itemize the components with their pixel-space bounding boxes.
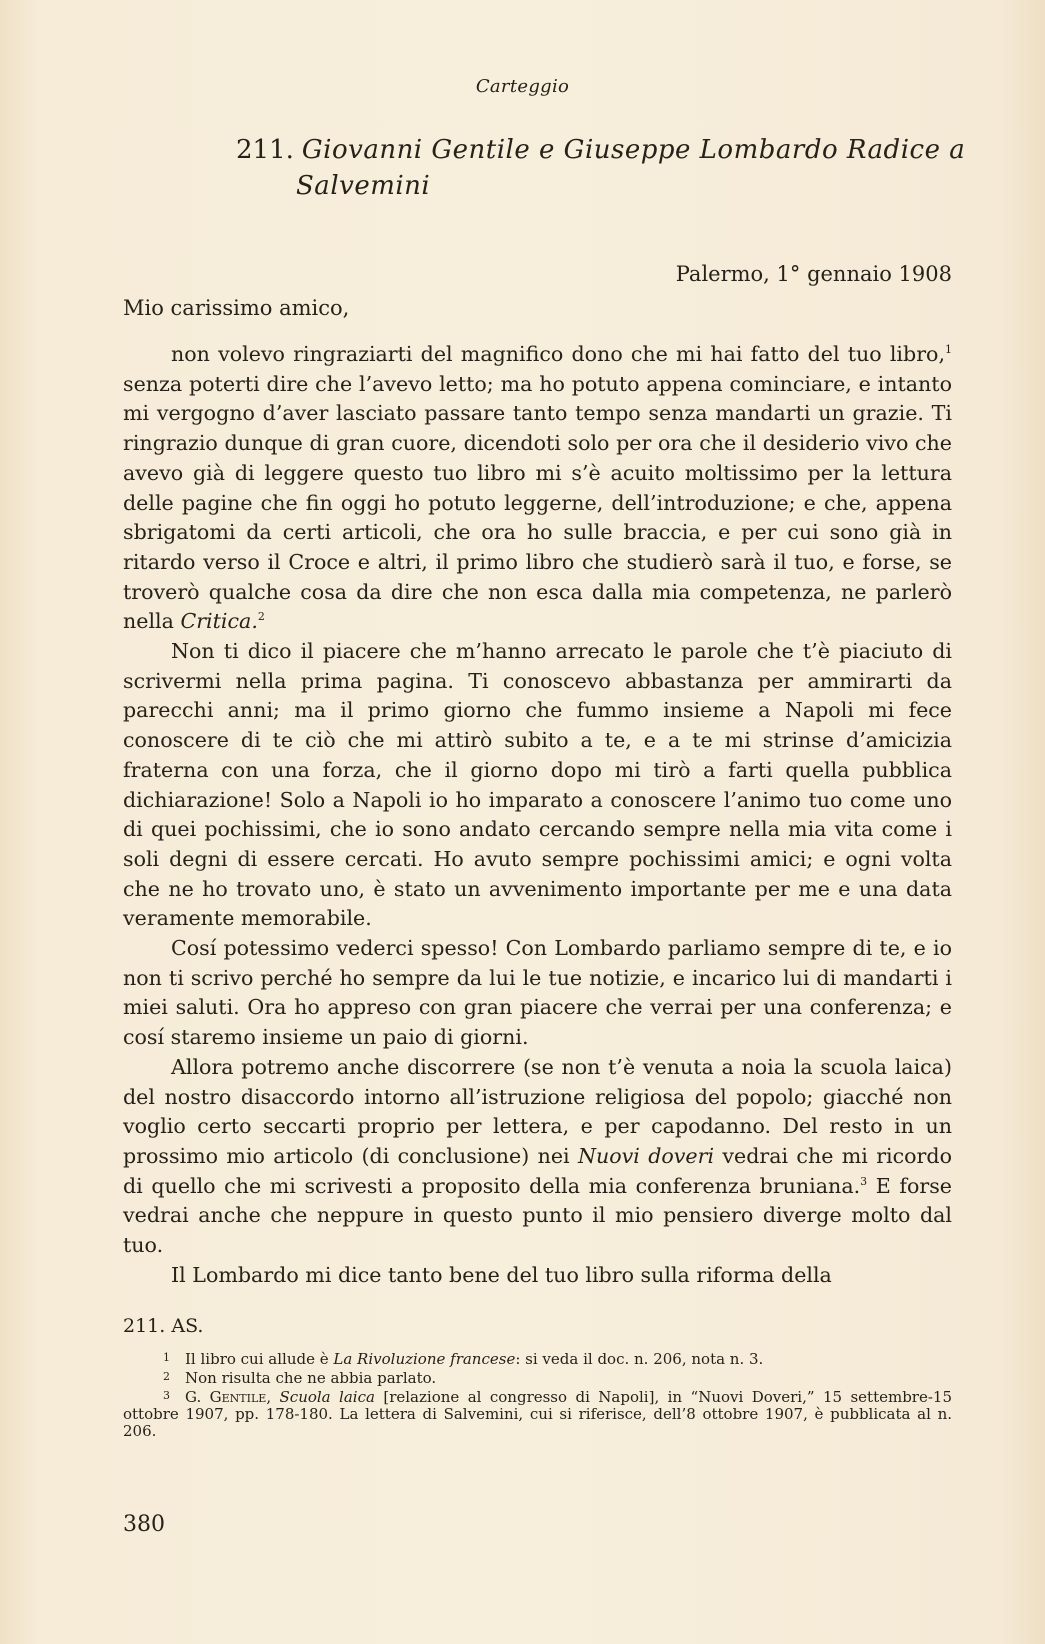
journal-title: Nuovi doveri [577, 1143, 715, 1168]
letter-number: 211. [236, 135, 294, 165]
author-name: Gentile [209, 1388, 267, 1406]
paragraph-text: vedrai che mi ricordo di quello che mi scrivesti a proposito della mia conferenza bruniana. [123, 1143, 952, 1198]
running-head: Carteggio [475, 76, 570, 97]
letter-body [123, 340, 952, 1291]
paragraph: Cosí potessimo vederci spesso! Con Lombardo parliamo sempre di te, e io non ti scrivo perché ho sempre da lui le tue notizie, e incarico lui di mandarti i miei saluti. Ora ho appreso con gran piacere che verrai per una conferenza; e cosí staremo insieme un paio di giorni. [123, 936, 952, 1050]
paragraph-text: Allora potremo anche discorrere (se non t’è venuta a noia la scuola laica) del nostro disaccordo intorno all’istruzione religiosa del popolo; giacché non voglio certo seccarti proprio per lettera, e per capodanno. Del resto in un prossimo mio articolo (di conclusione) nei [123, 1054, 952, 1168]
dateline: Palermo, 1° gennaio 1908 [675, 262, 952, 286]
paragraph-text: non volevo ringraziarti del magnifico dono che mi hai fatto del tuo libro, [171, 342, 945, 366]
paragraph [123, 340, 952, 637]
page-number: 380 [123, 1512, 165, 1537]
book-title: La Rivoluzione francese [333, 1350, 516, 1368]
footnote [123, 1349, 952, 1368]
work-title: Scuola laica [279, 1388, 375, 1406]
footnote [123, 1368, 952, 1387]
footnote-ref: 3 [860, 1174, 868, 1188]
journal-title: Critica. [180, 609, 258, 634]
footnote-ref: 1 [945, 343, 952, 357]
footnote-number: 2 [163, 1370, 170, 1383]
archival-source: 211. AS. [123, 1315, 204, 1337]
footnote-text: Il libro cui allude è [185, 1350, 334, 1368]
footnote-text: G. [185, 1388, 210, 1406]
paragraph-text: E forse vedrai anche che neppure in questo punto il mio pensiero diverge molto dal tuo. [123, 1173, 952, 1258]
footnote [123, 1387, 952, 1440]
letter-heading [236, 132, 966, 204]
paragraph [123, 1053, 952, 1261]
letter-title-line-2: Salvemini [296, 171, 431, 201]
footnote-number: 3 [163, 1389, 170, 1402]
salutation: Mio carissimo amico, [123, 296, 350, 320]
footnote-number: 1 [163, 1351, 170, 1364]
footnote-text: Non risulta che ne abbia parlato. [185, 1369, 437, 1387]
footnote-text: [relazione al congresso di Napoli], in “Nuovi Doveri,” 15 settembre-15 ottobre 1907, pp. 178-180. La lettera di Salvemini, cui si riferisce, dell’8 ottobre 1907, è pubblicata al n. 206. [123, 1388, 952, 1440]
footnote-ref: 2 [257, 610, 265, 624]
footnote-text: , [266, 1388, 280, 1406]
paragraph-text: senza poterti dire che l’avevo letto; ma ho potuto appena cominciare, e intanto mi vergogno d’aver lasciato passare tanto tempo senza mandarti un grazie. Ti ringrazio dunque di gran cuore, dicendoti solo per ora che il desiderio vivo che avevo già di leggere questo tuo libro mi s’è acuito moltissimo per la lettura delle pagine che fin oggi ho potuto leggerne, dell’introduzione; e che, appena sbrigatomi da certi articoli, che ora ho sulle braccia, e per cui sono già in ritardo verso il Croce e altri, il primo libro che studierò sarà il tuo, e forse, se troverò qualche cosa da dire che non esca dalla mia competenza, ne parlerò nella [123, 371, 952, 634]
letter-title-line-1: Giovanni Gentile e Giuseppe Lombardo Radice a [301, 135, 966, 165]
footnotes [123, 1315, 952, 1440]
footnote-text: : si veda il doc. n. 206, nota n. 3. [515, 1350, 764, 1368]
paragraph: Il Lombardo mi dice tanto bene del tuo libro sulla riforma della [171, 1262, 832, 1287]
paragraph: Non ti dico il piacere che m’hanno arrecato le parole che t’è piaciuto di scrivermi nella prima pagina. Ti conoscevo abbastanza per ammirarti da parecchi anni; ma il primo giorno che fummo insieme a Napoli mi fece conoscere di te ciò che mi attirò subito a te, e a te mi strinse d’amicizia fraterna con una forza, che il giorno dopo mi tirò a farti quella pubblica dichiarazione! Solo a Napoli io ho imparato a conoscere l’animo tuo come uno di quei pochissimi, che io sono andato cercando sempre nella mia vita come i soli degni di essere cercati. Ho avuto sempre pochissimi amici; e ogni volta che ne ho trovato uno, è stato un avvenimento importante per me e una data veramente memorabile. [123, 639, 952, 931]
